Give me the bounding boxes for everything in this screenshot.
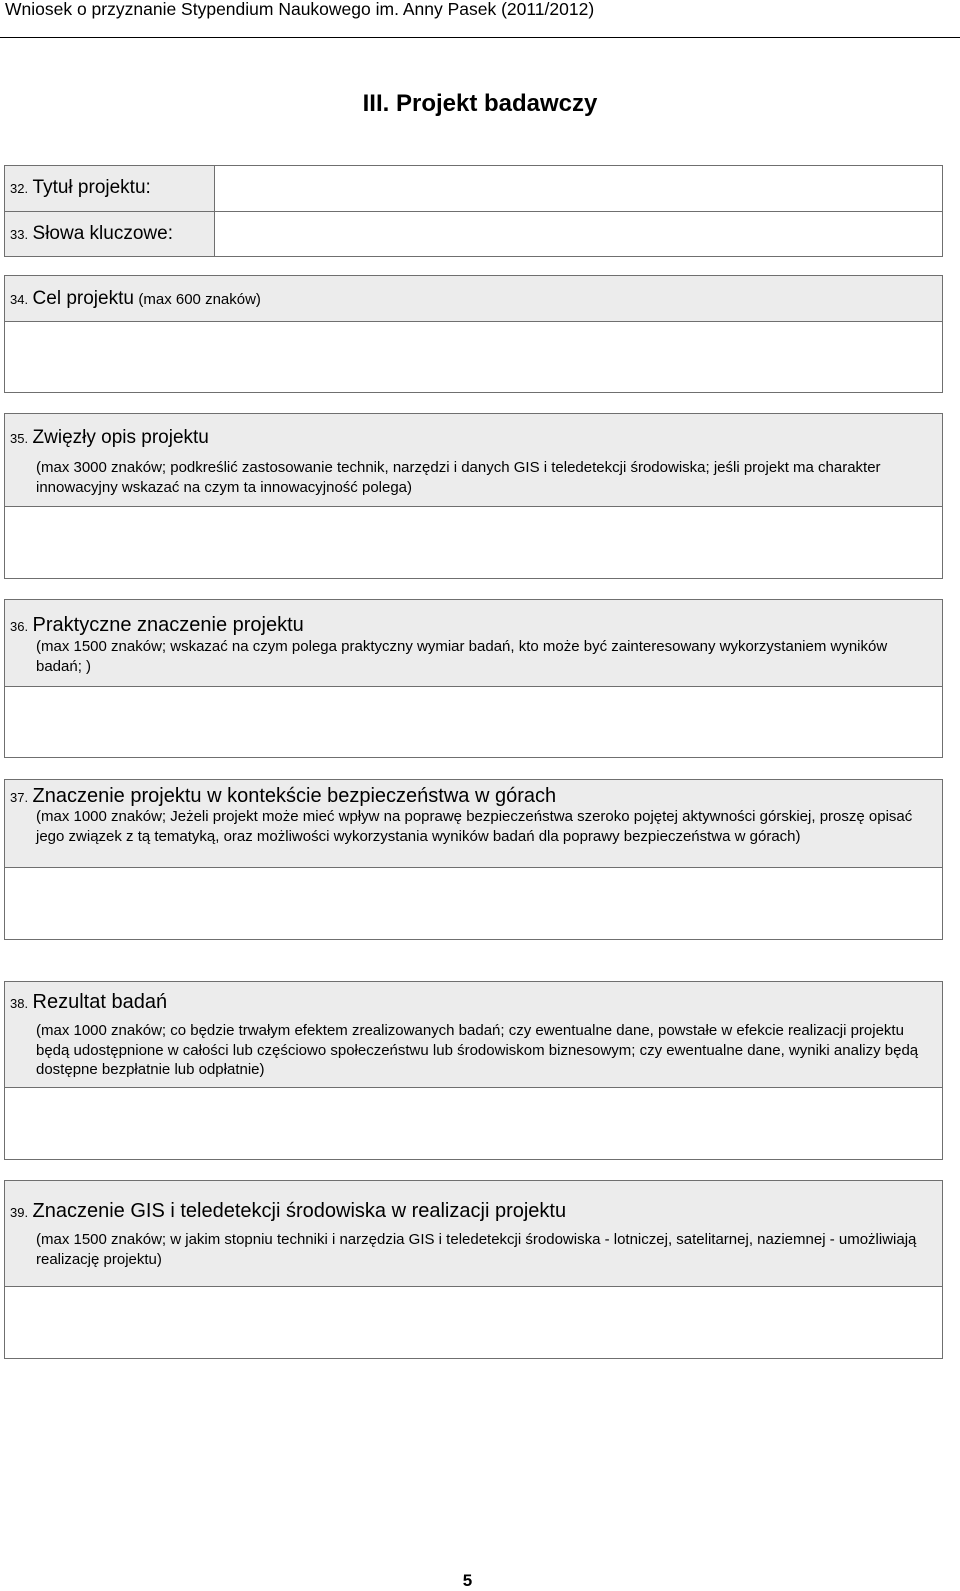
q34-title: Cel projektu: [32, 288, 134, 309]
q39-label-cell: [4, 1180, 943, 1287]
q39-title: Znaczenie GIS i teledetekcji środowiska w realizacji projektu: [32, 1200, 567, 1222]
q37-number: 37.: [10, 790, 29, 805]
q35-label-cell: [4, 413, 943, 507]
q34-number: 34.: [10, 292, 29, 307]
q32-number: 32.: [10, 181, 29, 196]
q37-hint: (max 1000 znaków; Jeżeli projekt może mieć wpływ na poprawę bezpieczeństwa szeroko pojętej aktywności górskiej, proszę opisać jego związek z tą tematyką, oraz możliwości wykorzystania wyników badań dla poprawy bezpieczeństwa w górach): [36, 808, 913, 845]
q34-answer-field[interactable]: [4, 321, 943, 393]
q35-hint: (max 3000 znaków; podkreślić zastosowanie technik, narzędzi i danych GIS i teledetekcji środowiska; jeśli projekt ma charakter innowacyjny wskazać na czym ta innowacyjność polega): [36, 459, 881, 496]
q33-label-cell: [4, 211, 215, 257]
page-number: 5: [462, 1571, 473, 1590]
q32-answer-field[interactable]: [214, 165, 943, 212]
q36-title: Praktyczne znaczenie projektu: [32, 614, 304, 636]
q38-hint: (max 1000 znaków; co będzie trwałym efektem zrealizowanych badań; czy ewentualne dane, powstałe w efekcie realizacji projektu będą udostępnione w całości lub częściowo społeczeństwu lub środowiskom biznesowym; czy ewentualne dane, wyniki analizy będą dostępne bezpłatnie lub odpłatnie): [36, 1022, 919, 1078]
q38-answer-field[interactable]: [4, 1087, 943, 1160]
q38-number: 38.: [10, 996, 29, 1011]
document-header: [0, 0, 960, 38]
q33-answer-field[interactable]: [214, 211, 943, 257]
q38-title: Rezultat badań: [32, 991, 168, 1013]
q39-number: 39.: [10, 1205, 29, 1220]
q35-number: 35.: [10, 431, 29, 446]
q34-hint: (max 600 znaków): [138, 291, 261, 308]
q33-number: 33.: [10, 227, 29, 242]
q35-answer-field[interactable]: [4, 506, 943, 579]
q39-answer-field[interactable]: [4, 1286, 943, 1359]
q34-label-cell: [4, 275, 943, 322]
q37-title: Znaczenie projektu w kontekście bezpieczeństwa w górach: [32, 785, 557, 807]
q33-title: Słowa kluczowe:: [32, 223, 173, 244]
q36-answer-field[interactable]: [4, 686, 943, 758]
q38-label-cell: [4, 981, 943, 1088]
q32-title: Tytuł projektu:: [32, 177, 151, 198]
header-title: Wniosek o przyznanie Stypendium Naukowego im. Anny Pasek (2011/2012): [5, 0, 595, 19]
q37-label-cell: [4, 779, 943, 868]
q32-label-cell: [4, 165, 215, 212]
q37-answer-field[interactable]: [4, 867, 943, 940]
q36-number: 36.: [10, 619, 29, 634]
q35-title: Zwięzły opis projektu: [32, 427, 209, 448]
section-title: III. Projekt badawczy: [362, 90, 598, 117]
q39-hint: (max 1500 znaków; w jakim stopniu techniki i narzędzia GIS i teledetekcji środowiska - lotniczej, satelitarnej, naziemnej - umożliwiają realizację projektu): [36, 1231, 917, 1268]
q36-label-cell: [4, 599, 943, 687]
q36-hint: (max 1500 znaków; wskazać na czym polega praktyczny wymiar badań, kto może być zainteresowany wykorzystaniem wyników badań; ): [36, 638, 888, 675]
